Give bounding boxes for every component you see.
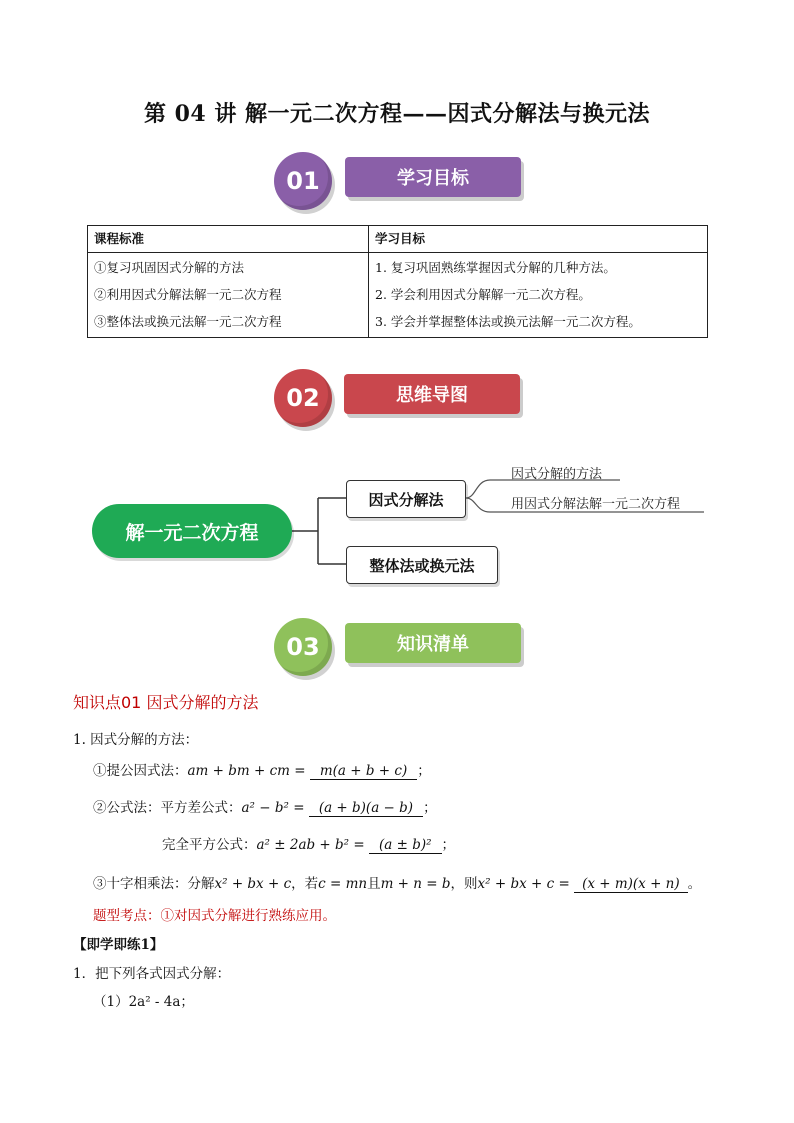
page-title: 第 04 讲 解一元二次方程——因式分解法与换元法 xyxy=(143,101,651,127)
goals-header-standard: 课程标准 xyxy=(88,226,369,253)
practice-title: 【即学即练1】 xyxy=(73,937,164,953)
formula-answer: (x + m)(x + n) xyxy=(574,876,688,893)
formula-expression: m + n = b xyxy=(380,876,451,892)
goals-standard-item: ③整体法或换元法解一元二次方程 xyxy=(94,314,282,329)
method-label: ③十字相乘法：分解 xyxy=(93,876,215,892)
formula-expression: x² + bx + c xyxy=(214,876,292,892)
method-formula: ②公式法：平方差公式：a² − b² = (a + b)(a − b) ； xyxy=(93,800,437,816)
practice-question: 1．把下列各式因式分解： xyxy=(73,966,231,982)
section-01-number: 01 xyxy=(274,152,332,210)
section-02-number: 02 xyxy=(274,369,332,427)
mindmap-branch-substitution: 整体法或换元法 xyxy=(346,546,498,584)
goals-objective-item: 2. 学会利用因式分解解一元二次方程。 xyxy=(375,287,591,302)
method-perfect-square: 完全平方公式：a² ± 2ab + b² = (a ± b)² ； xyxy=(162,837,456,853)
goals-objective-cell xyxy=(369,253,708,338)
formula-expression: a² ± 2ab + b² = xyxy=(256,837,369,853)
knowledge-item-1: 1. 因式分解的方法： xyxy=(73,732,199,748)
goals-table xyxy=(87,225,708,338)
mindmap-leaf-solve: 用因式分解法解一元二次方程 xyxy=(511,497,681,512)
formula-expression: c = mn xyxy=(318,876,368,892)
formula-answer: (a + b)(a − b) xyxy=(309,800,423,817)
mindmap-leaf-method: 因式分解的方法 xyxy=(511,467,603,482)
method-cross-multiplication xyxy=(93,872,701,893)
exam-point: 题型考点：①对因式分解进行熟练应用。 xyxy=(93,908,336,924)
formula-expression: x² + bx + c = xyxy=(477,876,575,892)
goals-standard-cell xyxy=(88,253,369,338)
formula-answer: (a ± b)² xyxy=(369,837,442,854)
formula-expression: am + bm + cm = xyxy=(187,763,310,779)
goals-objective-item: 3. 学会并掌握整体法或换元法解一元二次方程。 xyxy=(375,314,641,329)
method-label: ②公式法：平方差公式： xyxy=(93,800,242,816)
goals-standard-item: ②利用因式分解法解一元二次方程 xyxy=(94,287,282,302)
section-01-title: 学习目标 xyxy=(345,157,521,197)
formula-answer: m(a + b + c) xyxy=(310,763,417,780)
method-common-factor: ①提公因式法：am + bm + cm = m(a + b + c) ； xyxy=(93,763,431,779)
formula-text: 且 xyxy=(367,876,381,892)
mindmap-branch-factorization: 因式分解法 xyxy=(346,480,466,518)
formula-expression: a² − b² = xyxy=(241,800,309,816)
method-label: ①提公因式法： xyxy=(93,763,188,779)
section-02-title: 思维导图 xyxy=(344,374,520,414)
practice-subquestion: （1）2a² - 4a； xyxy=(93,994,194,1010)
goals-objective-item: 1. 复习巩固熟练掌握因式分解的几种方法。 xyxy=(375,260,616,275)
formula-text: ，若 xyxy=(291,876,319,892)
method-label: 完全平方公式： xyxy=(162,837,257,853)
goals-header-objective: 学习目标 xyxy=(369,226,708,253)
section-03-number: 03 xyxy=(274,618,332,676)
formula-text: 。 xyxy=(687,876,702,892)
goals-standard-item: ①复习巩固因式分解的方法 xyxy=(94,260,245,275)
formula-text: ，则 xyxy=(450,876,478,892)
mindmap-root: 解一元二次方程 xyxy=(92,504,292,558)
section-03-title: 知识清单 xyxy=(345,623,521,663)
knowledge-point-title: 知识点01 因式分解的方法 xyxy=(73,693,259,712)
